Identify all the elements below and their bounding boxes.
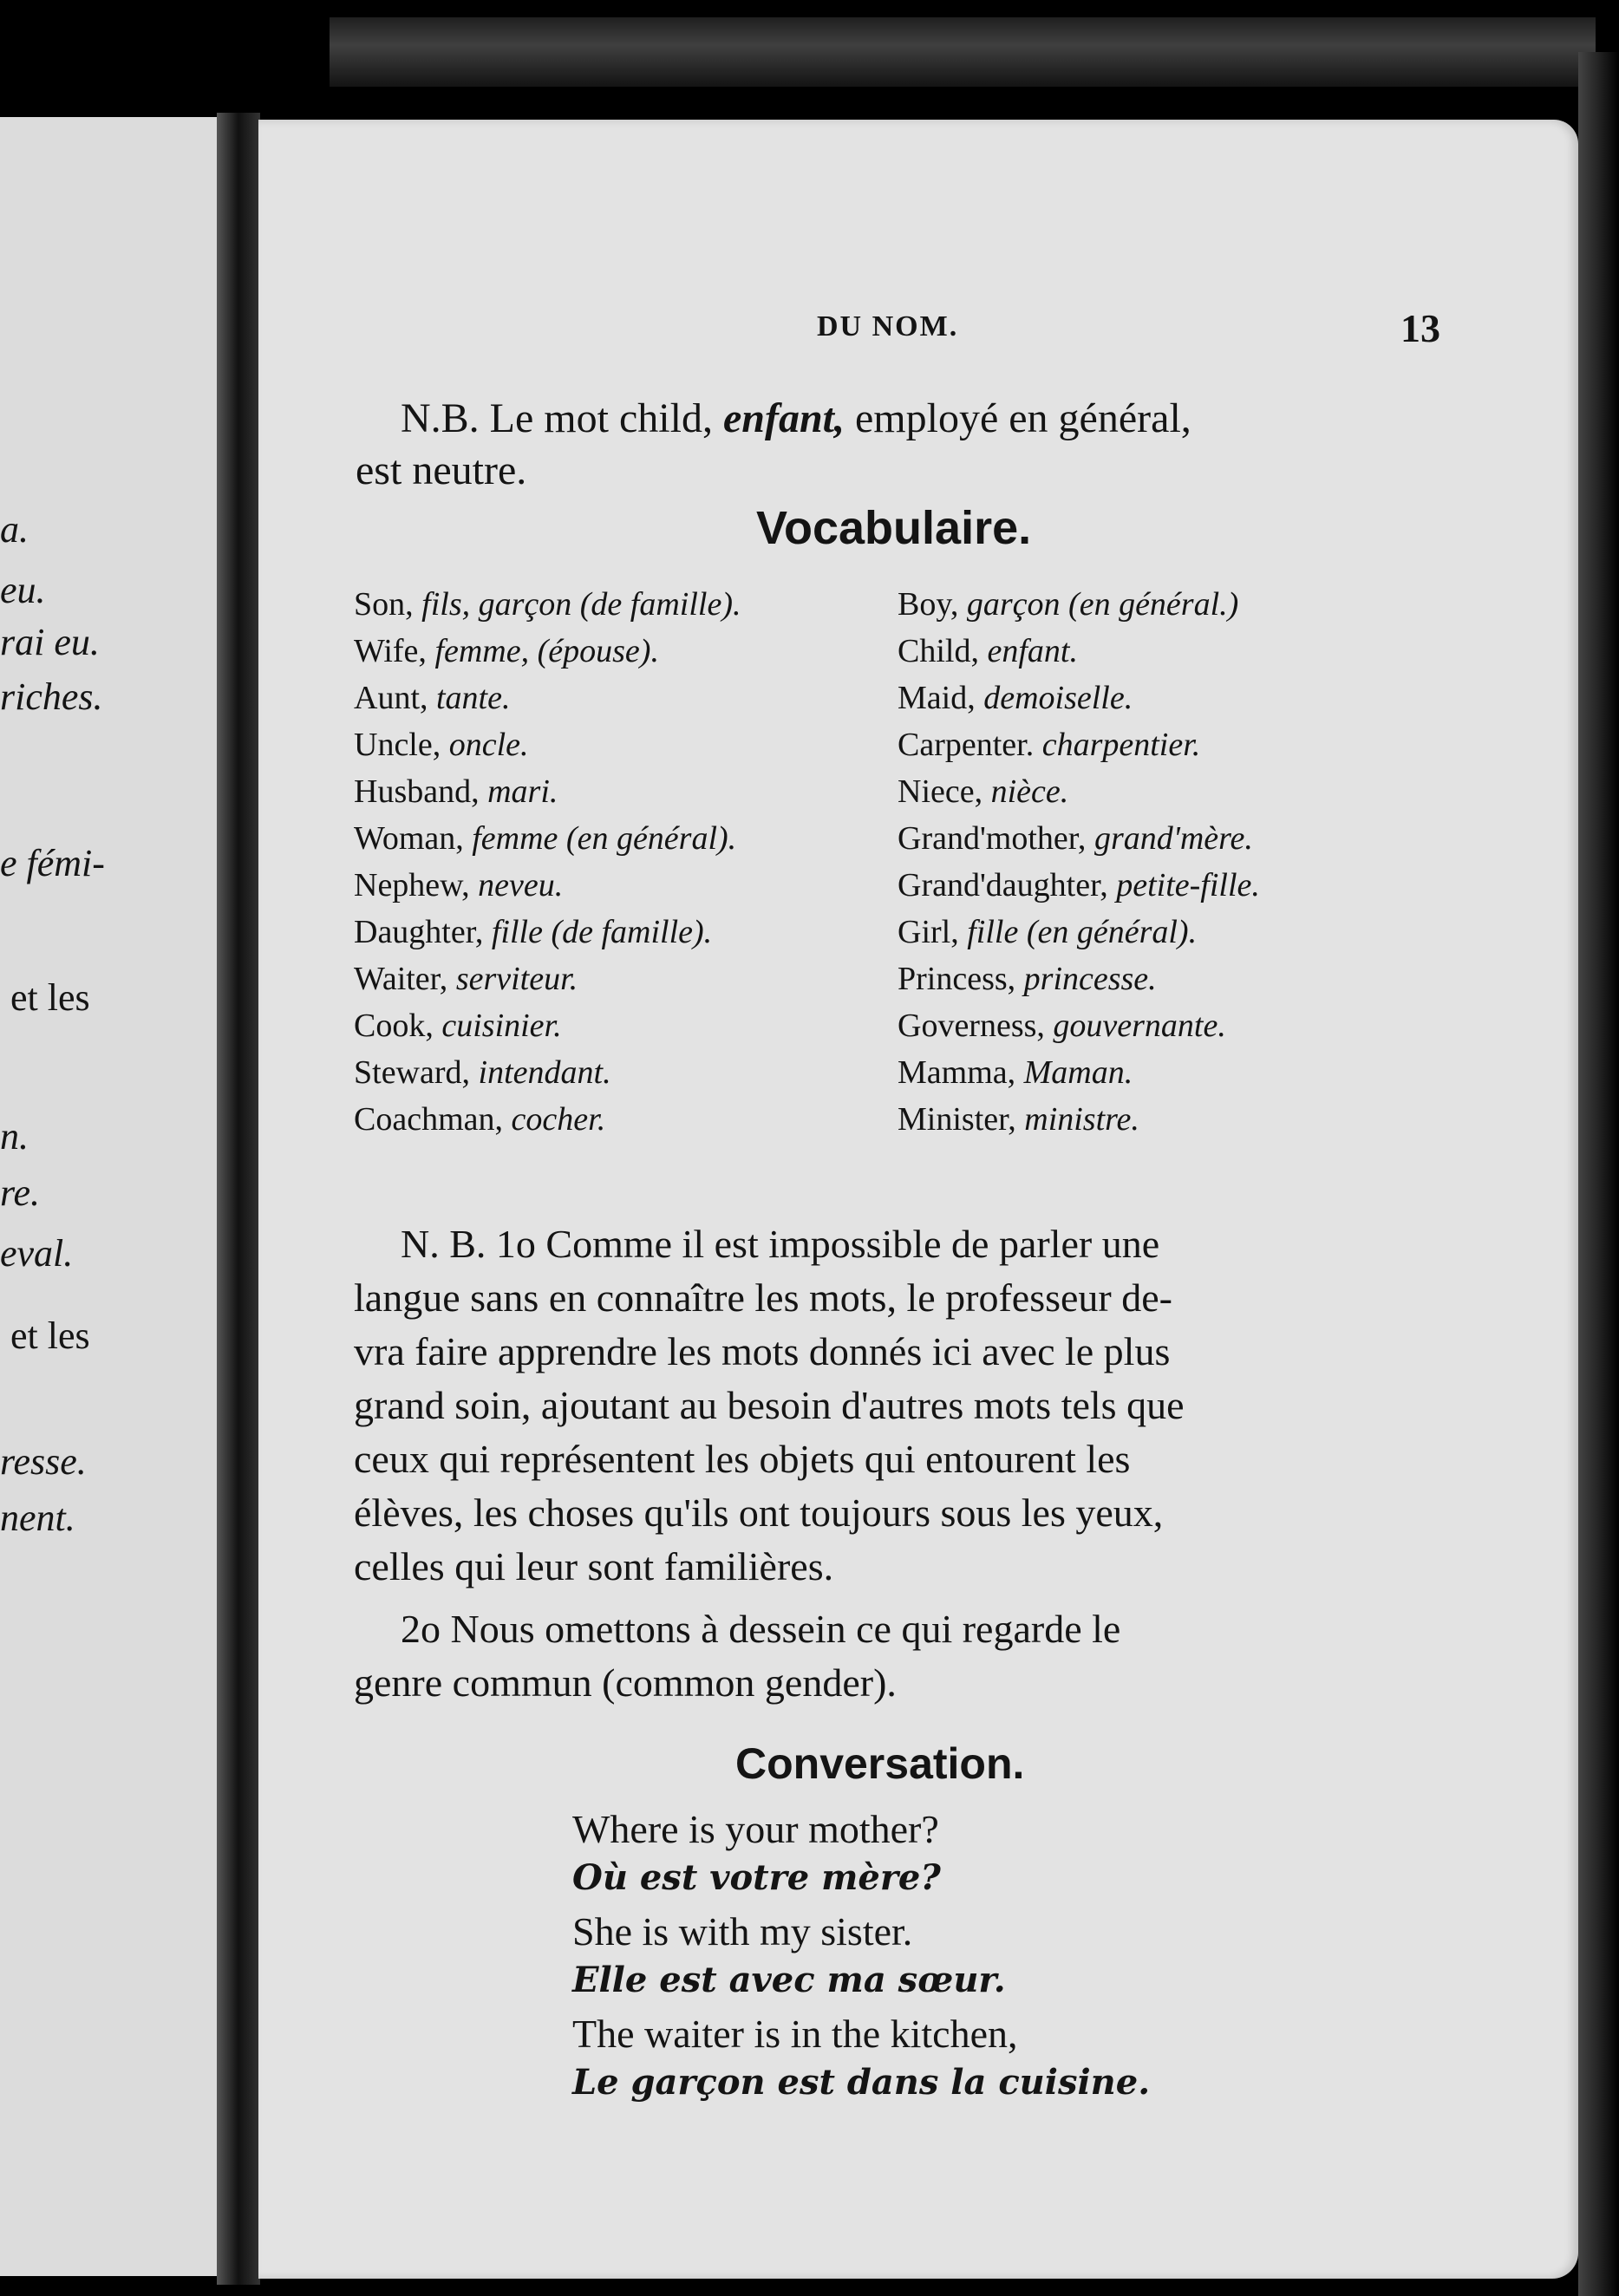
vocab-english: Governess, bbox=[898, 1008, 1045, 1044]
vocab-french: enfant. bbox=[987, 633, 1078, 669]
left-fragment: et les bbox=[10, 1314, 90, 1357]
vocab-english: Mamma, bbox=[898, 1054, 1016, 1091]
nb2-line: 2o Nous omettons à dessein ce qui regarde le bbox=[401, 1607, 1121, 1651]
conversation-list bbox=[572, 1805, 1150, 2112]
vocab-english: Daughter, bbox=[354, 914, 484, 950]
nb2-line: celles qui leur sont familières. bbox=[354, 1544, 834, 1588]
left-fragment: eu. bbox=[0, 569, 46, 611]
vocab-english: Boy, bbox=[898, 586, 959, 623]
left-fragment: n. bbox=[0, 1115, 29, 1158]
left-fragment: riches. bbox=[0, 675, 103, 718]
vocab-entry bbox=[354, 1096, 741, 1143]
left-fragment: resse. bbox=[0, 1440, 87, 1483]
vocab-entry bbox=[898, 721, 1260, 768]
vocabulary-left-column bbox=[354, 581, 741, 1143]
vocab-french: femme, (épouse). bbox=[434, 633, 659, 669]
nb1-lead: N.B. Le mot child, bbox=[401, 395, 713, 441]
vocab-french: cuisinier. bbox=[441, 1008, 562, 1044]
conversation-pair bbox=[572, 2010, 1150, 2107]
conversation-english: The waiter is in the kitchen, bbox=[572, 2012, 1018, 2056]
vocabulary-heading: Vocabulaire. bbox=[756, 502, 1032, 554]
conversation-french: Elle est avec ma sœur. bbox=[572, 1960, 1006, 2000]
vocab-english: Girl, bbox=[898, 914, 959, 950]
vocab-entry bbox=[354, 1002, 741, 1049]
vocab-english: Waiter, bbox=[354, 961, 448, 997]
vocab-entry bbox=[354, 956, 741, 1002]
left-fragment: eval. bbox=[0, 1232, 74, 1275]
conversation-english: Where is your mother? bbox=[572, 1807, 939, 1851]
vocab-english: Steward, bbox=[354, 1054, 471, 1091]
vocab-english: Grand'mother, bbox=[898, 820, 1087, 857]
vocab-entry bbox=[898, 768, 1260, 815]
vocab-entry bbox=[898, 675, 1260, 721]
conversation-pair bbox=[572, 1805, 1150, 1902]
vocab-french: neveu. bbox=[478, 867, 564, 903]
left-fragment: e fémi- bbox=[0, 842, 105, 884]
vocab-french: nièce. bbox=[990, 773, 1069, 810]
vocab-english: Carpenter. bbox=[898, 727, 1035, 763]
nb2-line: ceux qui représentent les objets qui entourent les bbox=[354, 1437, 1131, 1481]
left-fragment: a. bbox=[0, 508, 29, 551]
vocab-entry bbox=[898, 956, 1260, 1002]
vocab-entry bbox=[898, 581, 1260, 628]
vocab-english: Princess, bbox=[898, 961, 1016, 997]
nb2-line: langue sans en connaître les mots, le professeur de- bbox=[354, 1275, 1172, 1320]
vocab-entry bbox=[898, 815, 1260, 862]
left-fragment: nent. bbox=[0, 1497, 75, 1539]
vocabulary-right-column bbox=[898, 581, 1260, 1143]
vocab-english: Maid, bbox=[898, 680, 976, 716]
nb1-line2: est neutre. bbox=[356, 447, 527, 493]
vocab-entry bbox=[354, 628, 741, 675]
vocab-entry bbox=[354, 721, 741, 768]
vocab-english: Uncle, bbox=[354, 727, 441, 763]
vocab-entry bbox=[354, 581, 741, 628]
vocab-entry bbox=[898, 1049, 1260, 1096]
conversation-pair bbox=[572, 1908, 1150, 2005]
vocab-french: fille (de famille). bbox=[491, 914, 713, 950]
nb1-line1 bbox=[401, 395, 1191, 442]
vocab-french: oncle. bbox=[448, 727, 529, 763]
vocab-english: Niece, bbox=[898, 773, 983, 810]
vocab-english: Grand'daughter, bbox=[898, 867, 1108, 903]
nb1-rest: employé en général, bbox=[854, 395, 1191, 441]
vocab-french: cocher. bbox=[511, 1101, 606, 1138]
conversation-french: Où est votre mère? bbox=[572, 1857, 941, 1898]
vocab-english: Husband, bbox=[354, 773, 480, 810]
vocab-english: Woman, bbox=[354, 820, 464, 857]
conversation-french: Le garçon est dans la cuisine. bbox=[572, 2062, 1151, 2103]
vocab-entry bbox=[898, 909, 1260, 956]
scan-top-edge bbox=[330, 17, 1596, 87]
vocab-french: tante. bbox=[436, 680, 511, 716]
conversation-heading: Conversation. bbox=[735, 1739, 1025, 1788]
vocab-entry bbox=[898, 628, 1260, 675]
left-fragment: rai eu. bbox=[0, 621, 100, 663]
vocab-english: Son, bbox=[354, 586, 414, 623]
vocab-entry bbox=[898, 862, 1260, 909]
vocab-english: Wife, bbox=[354, 633, 427, 669]
vocab-french: fils, garçon (de famille). bbox=[421, 586, 741, 623]
vocab-french: serviteur. bbox=[455, 961, 578, 997]
vocab-english: Minister, bbox=[898, 1101, 1016, 1138]
book-right-edge bbox=[1578, 52, 1619, 2296]
vocab-entry bbox=[354, 815, 741, 862]
nb2-line: élèves, les choses qu'ils ont toujours sous les yeux, bbox=[354, 1490, 1164, 1535]
vocab-french: femme (en général). bbox=[472, 820, 737, 857]
vocab-entry bbox=[354, 909, 741, 956]
vocab-french: ministre. bbox=[1024, 1101, 1139, 1138]
vocab-french: mari. bbox=[487, 773, 558, 810]
vocab-french: garçon (en général.) bbox=[966, 586, 1239, 623]
vocab-french: grand'mère. bbox=[1093, 820, 1253, 857]
vocab-french: gouvernante. bbox=[1053, 1008, 1226, 1044]
nb2-line: vra faire apprendre les mots donnés ici avec le plus bbox=[354, 1329, 1171, 1373]
vocab-french: demoiselle. bbox=[983, 680, 1133, 716]
vocab-english: Nephew, bbox=[354, 867, 470, 903]
vocab-english: Cook, bbox=[354, 1008, 434, 1044]
page-number: 13 bbox=[1400, 306, 1440, 350]
vocab-french: petite-fille. bbox=[1116, 867, 1260, 903]
vocab-french: charpentier. bbox=[1041, 727, 1201, 763]
vocab-entry bbox=[354, 1049, 741, 1096]
vocab-french: fille (en général). bbox=[967, 914, 1198, 950]
nb1-word: enfant, bbox=[722, 395, 845, 441]
left-fragment: re. bbox=[0, 1171, 41, 1214]
running-head: DU NOM. bbox=[817, 310, 959, 342]
vocab-english: Child, bbox=[898, 633, 979, 669]
nb2-line: genre commun (common gender). bbox=[354, 1660, 897, 1705]
book-gutter bbox=[217, 113, 260, 2285]
conversation-english: She is with my sister. bbox=[572, 1909, 913, 1954]
vocab-english: Coachman, bbox=[354, 1101, 504, 1138]
vocab-entry bbox=[354, 768, 741, 815]
vocab-entry bbox=[898, 1096, 1260, 1143]
vocab-entry bbox=[898, 1002, 1260, 1049]
vocab-entry bbox=[354, 675, 741, 721]
vocab-entry bbox=[354, 862, 741, 909]
vocab-french: princesse. bbox=[1023, 961, 1157, 997]
nb2-line: grand soin, ajoutant au besoin d'autres mots tels que bbox=[354, 1383, 1185, 1427]
vocab-english: Aunt, bbox=[354, 680, 428, 716]
nb2-line: N. B. 1o Comme il est impossible de parler une bbox=[401, 1222, 1160, 1266]
vocab-french: Maman. bbox=[1023, 1054, 1133, 1091]
vocab-french: intendant. bbox=[478, 1054, 611, 1091]
left-fragment: et les bbox=[10, 976, 90, 1019]
